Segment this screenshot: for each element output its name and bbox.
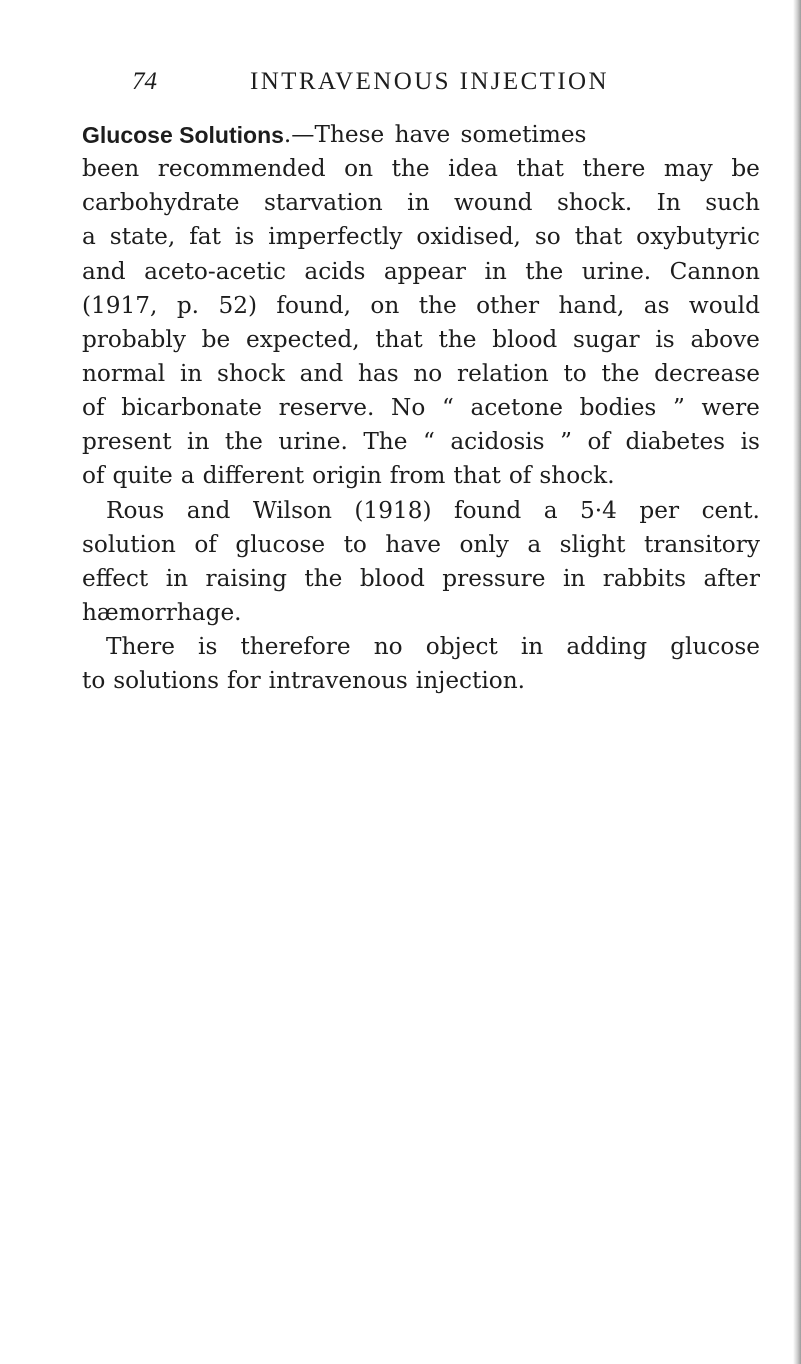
word: sugar	[573, 325, 640, 353]
page-edge-shadow	[793, 0, 801, 1364]
text-line	[82, 562, 760, 596]
text-line	[82, 425, 760, 459]
word: acids	[304, 257, 366, 285]
word: to	[563, 359, 587, 387]
word: idea	[448, 155, 498, 183]
word: has	[357, 359, 399, 387]
word: ”	[673, 394, 685, 422]
word: such	[705, 189, 760, 217]
word: probably	[82, 325, 186, 353]
word: transitory	[643, 530, 760, 558]
word: state,	[109, 223, 176, 251]
word: Wilson	[252, 496, 332, 524]
word: “	[441, 394, 454, 422]
word: other	[476, 291, 540, 319]
word: is	[198, 633, 218, 661]
word: of	[82, 394, 105, 422]
word: shock.	[556, 189, 633, 217]
word: oxybutyric	[636, 223, 760, 251]
word: been	[82, 155, 140, 183]
word: is	[740, 428, 760, 456]
word: in	[520, 633, 544, 661]
word: blood	[359, 564, 425, 592]
word: shock.	[539, 462, 615, 490]
word: of	[587, 428, 610, 456]
text-line	[82, 255, 760, 289]
word: the	[601, 359, 640, 387]
word: were	[701, 394, 760, 422]
word: a	[527, 530, 542, 558]
word: recommended	[157, 155, 326, 183]
word: that	[375, 325, 423, 353]
word: appear	[383, 257, 467, 285]
word: reserve.	[278, 394, 375, 422]
word: origin	[312, 462, 382, 490]
word: shock	[217, 359, 285, 387]
word: may	[663, 155, 713, 183]
body-text	[82, 118, 760, 698]
section-heading: Glucose Solutions	[82, 122, 284, 148]
word: the	[418, 291, 457, 319]
word: to	[343, 530, 367, 558]
word: that	[453, 462, 501, 490]
word: normal	[82, 359, 166, 387]
word: present	[82, 428, 172, 456]
word: be	[201, 325, 231, 353]
word: solutions	[113, 667, 220, 695]
word: blood	[492, 325, 558, 353]
word: on	[344, 155, 374, 183]
word: hæmorrhage.	[82, 598, 242, 626]
word: There	[106, 633, 175, 661]
word: a	[180, 462, 195, 490]
word: above	[690, 325, 760, 353]
word: rabbits	[602, 564, 686, 592]
word: and	[82, 257, 126, 285]
word: diabetes	[625, 428, 726, 456]
word: be	[731, 155, 760, 183]
word: The	[363, 428, 408, 456]
word: No	[391, 394, 426, 422]
text-line	[82, 494, 760, 528]
word: solution	[82, 530, 176, 558]
word: the	[304, 564, 343, 592]
word: effect	[82, 564, 149, 592]
word: carbohydrate	[82, 189, 240, 217]
word: glucose	[235, 530, 326, 558]
word: on	[370, 291, 400, 319]
word: (1918)	[354, 496, 432, 524]
word: Rous	[106, 496, 165, 524]
text-line-content: .—These have sometimes	[283, 121, 587, 148]
word: adding	[566, 633, 648, 661]
word: wound	[453, 189, 533, 217]
text-line	[82, 664, 760, 698]
word: in	[179, 359, 203, 387]
text-line	[82, 357, 760, 391]
word: there	[582, 155, 646, 183]
word: quite	[112, 462, 173, 490]
text-line	[82, 459, 760, 493]
word: acidosis	[450, 428, 545, 456]
word: so	[534, 223, 561, 251]
word: found	[453, 496, 522, 524]
word: the	[525, 257, 564, 285]
text-line	[82, 596, 760, 630]
text-line	[82, 220, 760, 254]
word: in	[165, 564, 189, 592]
word: no	[413, 359, 443, 387]
word: that	[574, 223, 623, 251]
word: is	[234, 223, 255, 251]
word: the	[438, 325, 477, 353]
word: of	[82, 462, 105, 490]
word: and	[186, 496, 231, 524]
word: In	[656, 189, 681, 217]
word: urine.	[278, 428, 348, 456]
word: injection.	[415, 667, 526, 695]
word: in	[187, 428, 210, 456]
text-line	[82, 118, 760, 152]
word: bodies	[579, 394, 657, 422]
word: a	[82, 223, 96, 251]
word: as	[643, 291, 670, 319]
word: in	[562, 564, 586, 592]
word: imperfectly	[268, 223, 403, 251]
word: (1917,	[82, 291, 158, 319]
word: would	[688, 291, 760, 319]
word: slight	[559, 530, 626, 558]
word: only	[459, 530, 509, 558]
text-line	[82, 630, 760, 664]
word: after	[703, 564, 760, 592]
word: p.	[176, 291, 200, 319]
word: Cannon	[669, 257, 760, 285]
word: found,	[276, 291, 352, 319]
text-line	[82, 152, 760, 186]
word: pressure	[442, 564, 546, 592]
word: expected,	[246, 325, 360, 353]
word: in	[407, 189, 430, 217]
word: in	[484, 257, 507, 285]
text-line	[82, 323, 760, 357]
word: oxidised,	[416, 223, 521, 251]
word: acetone	[470, 394, 563, 422]
word: the	[391, 155, 430, 183]
word: “	[422, 428, 435, 456]
word: per	[639, 496, 680, 524]
word: different	[202, 462, 305, 490]
running-title: INTRAVENOUS INJECTION	[250, 68, 609, 95]
text-line	[82, 528, 760, 562]
word: of	[194, 530, 217, 558]
word: relation	[457, 359, 549, 387]
word: 52)	[218, 291, 257, 319]
word: aceto-acetic	[144, 257, 286, 285]
word: ”	[560, 428, 572, 456]
word: a	[543, 496, 558, 524]
word: and	[299, 359, 344, 387]
word: cent.	[701, 496, 760, 524]
word: therefore	[240, 633, 351, 661]
word: for	[227, 667, 261, 695]
word: that	[516, 155, 564, 183]
word: glucose	[670, 633, 760, 661]
word: have	[385, 530, 441, 558]
page-number: 74	[132, 68, 157, 95]
word: object	[425, 633, 498, 661]
word: raising	[205, 564, 287, 592]
text-line	[82, 289, 760, 323]
running-head	[132, 68, 652, 108]
word: to	[82, 667, 106, 695]
word: the	[224, 428, 263, 456]
word: 5·4	[580, 496, 617, 524]
word: no	[373, 633, 403, 661]
word: fat	[189, 223, 221, 251]
word: from	[389, 462, 446, 490]
text-line	[82, 186, 760, 220]
text-line	[82, 391, 760, 425]
word: starvation	[264, 189, 383, 217]
word: decrease	[654, 359, 760, 387]
word: intravenous	[268, 667, 408, 695]
word: hand,	[558, 291, 625, 319]
word: of	[508, 462, 532, 490]
word: is	[655, 325, 675, 353]
word: urine.	[581, 257, 652, 285]
word: bicarbonate	[121, 394, 262, 422]
